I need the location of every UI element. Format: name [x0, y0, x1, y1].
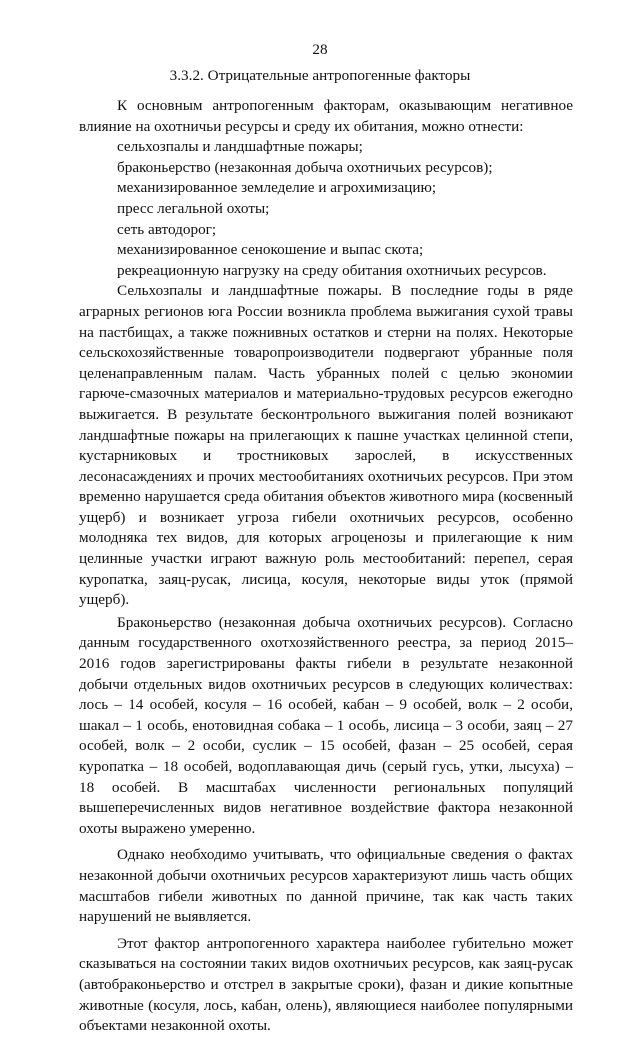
document-body [79, 96, 573, 1037]
paragraph-official-data: Однако необходимо учитывать, что официальные сведения о фактах незаконной добычи охотничьих ресурсов характеризуют лишь часть общих масштабов гибели животных по данной причине, так как часть таких нарушений не выявляется. [79, 846, 573, 926]
paragraph-affected-species: Этот фактор антропогенного характера наиболее губительно может сказываться на состоянии таких видов охотничьих ресурсов, как заяц-русак (автобраконьерство и отстрел в закрытые сроки), фазан и дикие копытные животные (косуля, лось, кабан, олень), являющиеся наиболее популярными объектами незаконной охоты. [79, 934, 573, 1035]
list-item: рекреационную нагрузку на среду обитания охотничьих ресурсов. [117, 261, 547, 279]
paragraph-poaching: Браконьерство (незаконная добыча охотничьих ресурсов). Согласно данным государственного охотхозяйственного реестра, за период 2015–2016 годов зарегистрированы факты гибели в результате незаконной добычи отдельных видов охотничьих ресурсов в следующих количествах: лось – 14 особей, косуля – 16 особей, кабан – 9 особей, волк – 2 особи, шакал – 1 особь, енотовидная собака – 1 особь, лисица – 3 особи, заяц – 27 особей, волк – 2 особи, суслик – 15 особей, фазан – 25 особей, серая куропатка – 18 особей, водоплавающая дичь (серый гусь, утки, лысуха) – 18 особей. В масштабах численности региональных популяций вышеперечисленных видов негативное воздействие фактора незаконной охоты выражено умеренно. [79, 613, 573, 837]
list-item: сеть автодорог; [117, 220, 217, 238]
factor-list [79, 137, 573, 281]
paragraph-wildfires: Сельхозпалы и ландшафтные пожары. В последние годы в ряде аграрных регионов юга России возникла проблема выжигания сухой травы на пастбищах, а также пожнивных остатков и стерни на полях. Некоторые сельскохозяйственные товаропроизводители подвергают убранные поля целенаправленным палам. Часть убранных полей с целью экономии гарюче-смазочных материалов и материально-трудовых ресурсов ежегодно выжигается. В результате бесконтрольного выжигания полей возникают ландшафтные пожары на прилегающих к пашне участках целинной степи, кустарниковых и тростниковых зарослей, в искусственных лесонасаждениях и прочих местообитаниях охотничьих ресурсов. При этом временно нарушается среда обитания объектов животного мира (косвенный ущерб) и возникает угроза гибели охотничьих ресурсов, особенно молодняка тех видов, для которых агроценозы и прилегающие к ним целинные участки играют важную роль местообитаний: перепел, серая куропатка, заяц-русак, лисица, косуля, некоторые виды уток (прямой ущерб). [79, 282, 573, 609]
list-item: пресс легальной охоты; [117, 199, 270, 217]
intro-paragraph: К основным антропогенным факторам, оказывающим негативное влияние на охотничьи ресурсы и среду их обитания, можно отнести: [79, 97, 573, 135]
list-item: сельхозпалы и ландшафтные пожары; [117, 138, 363, 156]
section-heading: 3.3.2. Отрицательные антропогенные факторы [169, 67, 471, 84]
list-item: механизированное сенокошение и выпас скота; [117, 241, 424, 259]
list-item: механизированное земледелие и агрохимизацию; [117, 179, 437, 197]
list-item: браконьерство (незаконная добыча охотничьих ресурсов); [117, 158, 493, 176]
page-number: 28 [312, 41, 328, 58]
